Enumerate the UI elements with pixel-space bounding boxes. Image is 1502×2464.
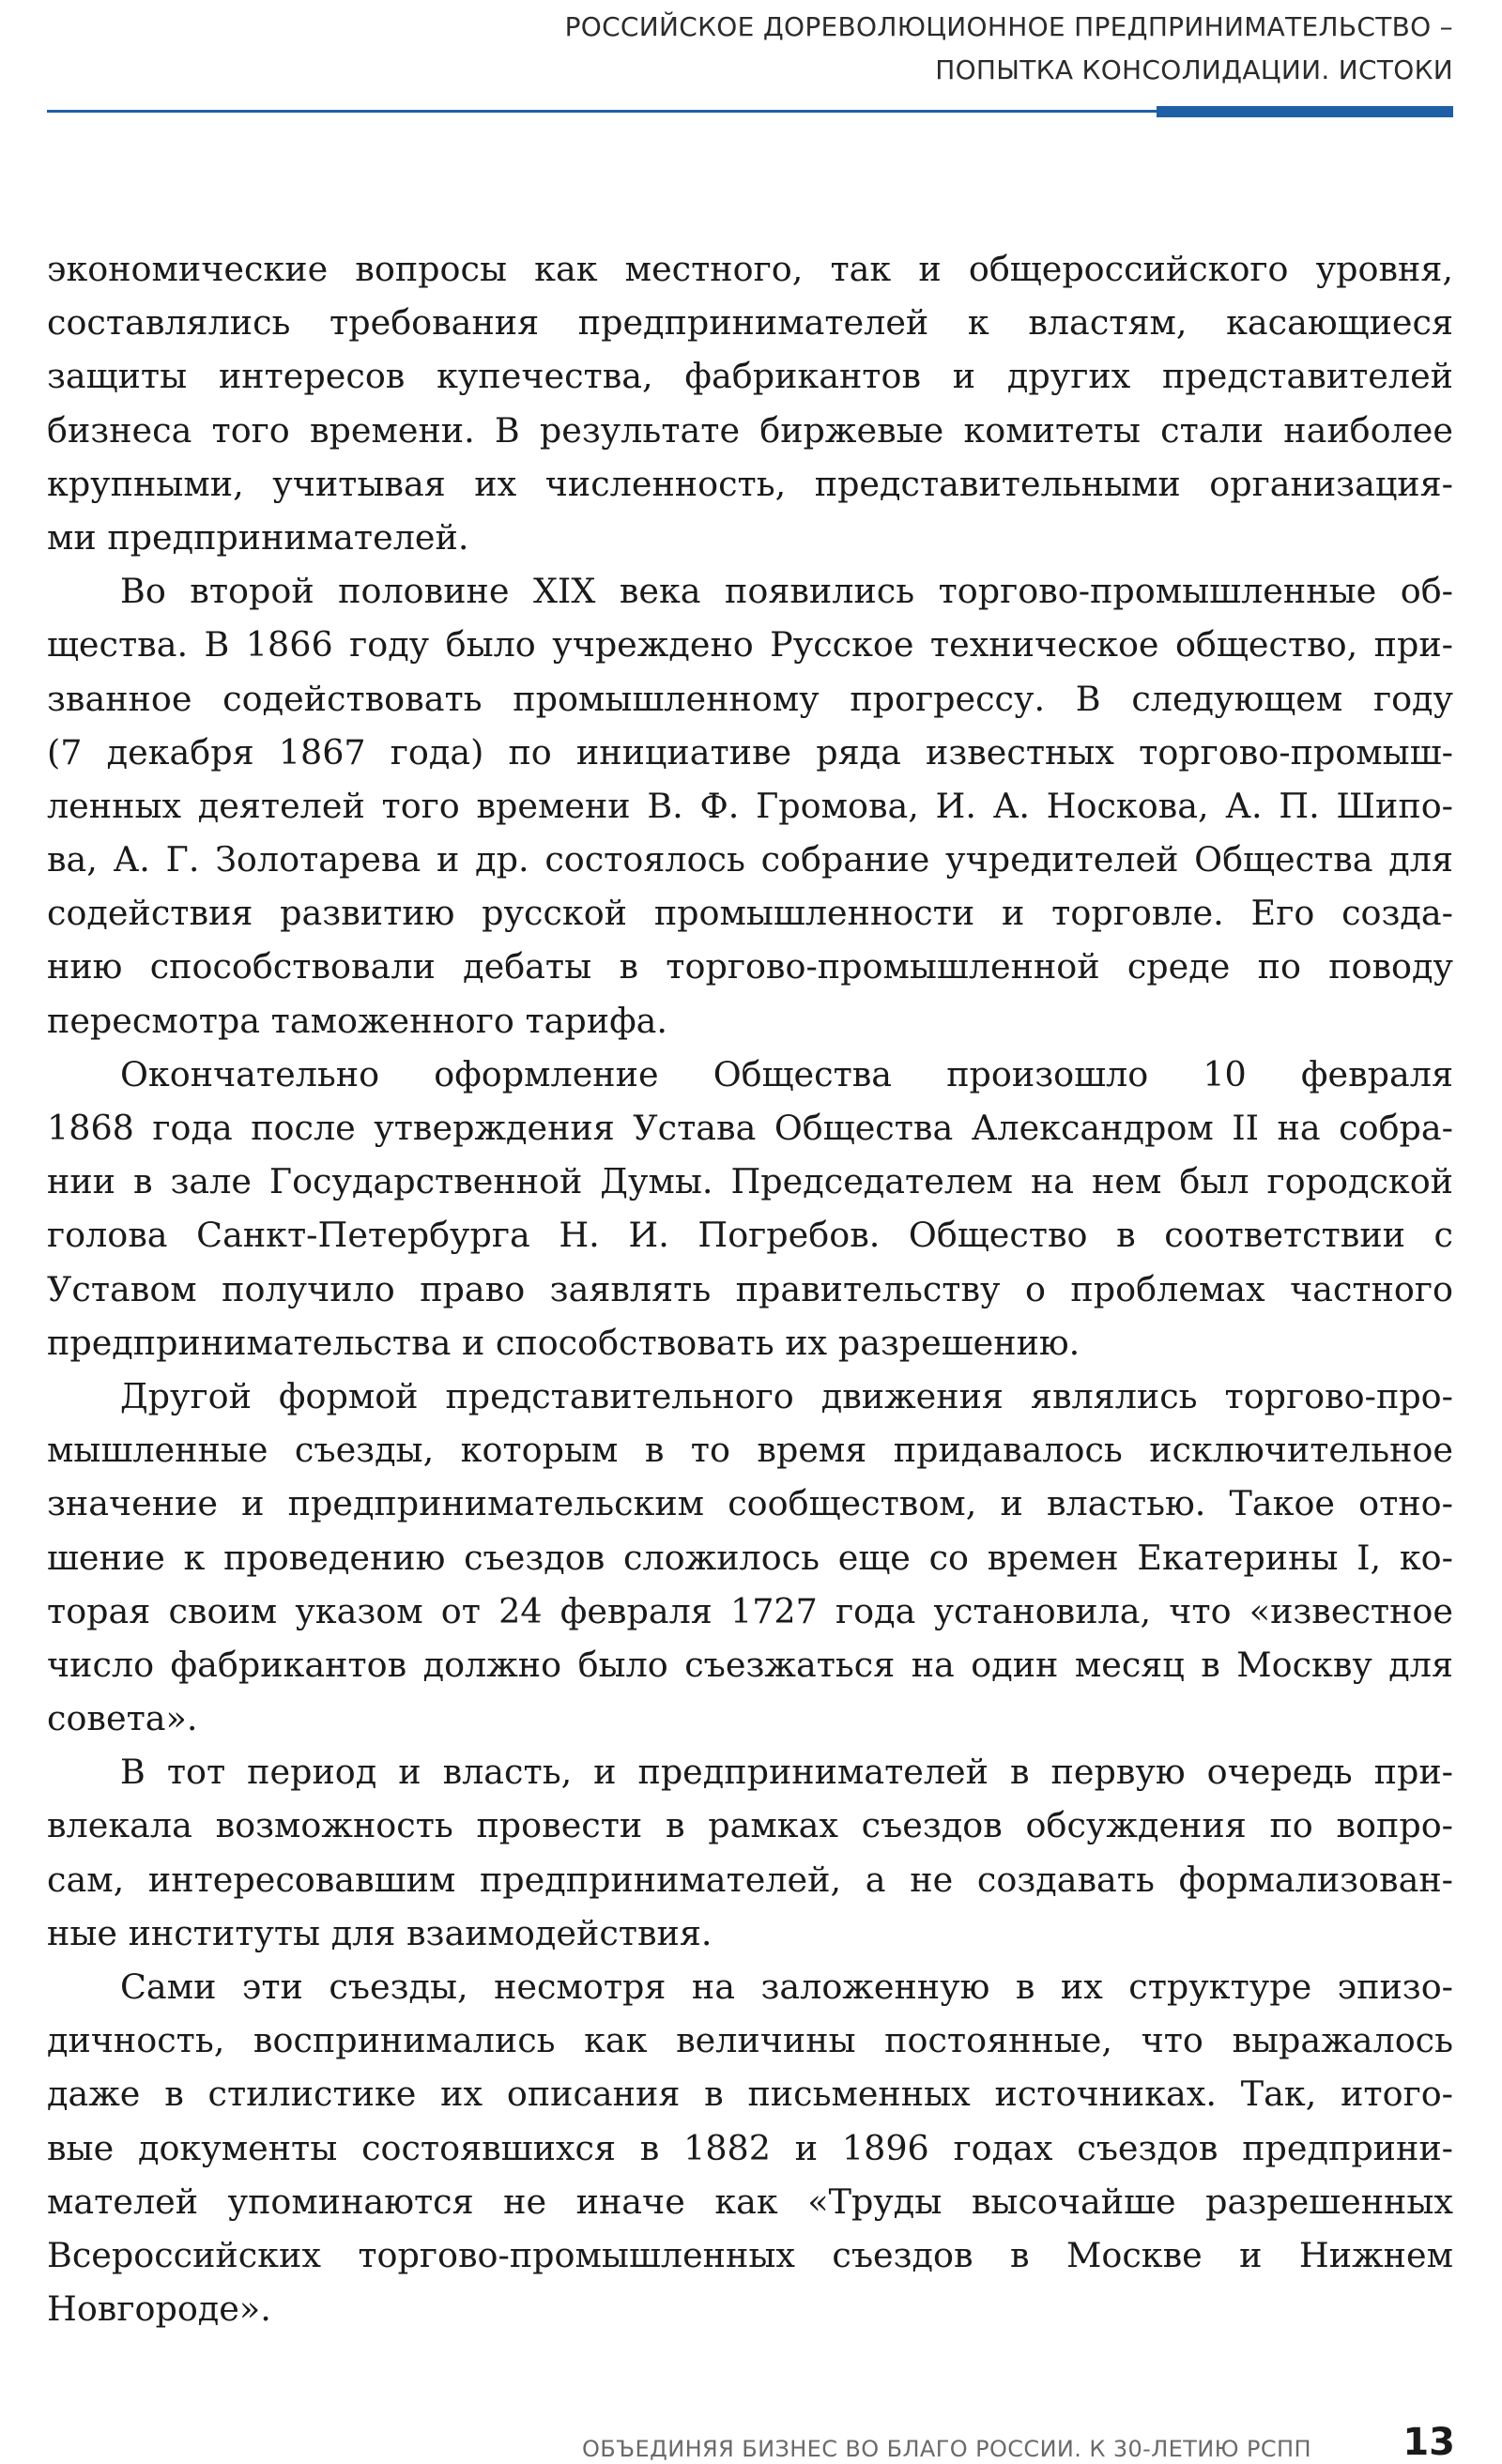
running-header-line-1: РОССИЙСКОЕ ДОРЕВОЛЮЦИОННОЕ ПРЕДПРИНИМАТЕЛЬСТВО – (564, 11, 1453, 42)
text-line: пересмотра таможенного тарифа. (47, 1000, 668, 1041)
text-line: число фабрикантов должно было съезжаться на один месяц в Москву для (47, 1644, 1453, 1685)
text-line: ва, А. Г. Золотарева и др. состоялось собрание учредителей Общества для (47, 839, 1453, 880)
text-line: ленных деятелей того времени В. Ф. Громова, И. А. Носкова, А. П. Шипо- (47, 785, 1453, 826)
text-line: мателей упоминаются не иначе как «Труды высочайше разрешенных (47, 2181, 1453, 2222)
text-line: дичность, воспринимались как величины постоянные, что выражалось (47, 2020, 1453, 2061)
header-rule-accent (1157, 106, 1453, 117)
text-line: ми предпринимателей. (47, 516, 469, 558)
text-line: содействия развитию русской промышленности и торговле. Его созда- (47, 893, 1453, 934)
text-line: совета». (47, 1698, 198, 1739)
body-text (47, 242, 1453, 2335)
text-line: крупными, учитывая их численность, представительными организация- (47, 463, 1453, 504)
text-line: званное содействовать промышленному прогрессу. В следующем году (47, 678, 1453, 719)
text-line: мышленные съезды, которым в то время придавалось исключительное (47, 1430, 1453, 1471)
text-line: нии в зале Государственной Думы. Председателем на нем был городской (47, 1161, 1453, 1202)
text-line: вые документы состоявшихся в 1882 и 1896 годах съездов предприни- (47, 2127, 1453, 2168)
text-line: Всероссийских торгово-промышленных съездов в Москве и Нижнем (47, 2234, 1453, 2275)
running-header-line-2: ПОПЫТКА КОНСОЛИДАЦИИ. ИСТОКИ (935, 54, 1453, 85)
text-line: влекала возможность провести в рамках съездов обсуждения по вопро- (47, 1805, 1453, 1846)
text-line: торая своим указом от 24 февраля 1727 года установила, что «известное (47, 1590, 1453, 1631)
text-line: сам, интересовавшим предпринимателей, а не создавать формализован- (47, 1859, 1453, 1900)
paragraph-start-line: Во второй половине XIX века появились торгово-промышленные об- (120, 571, 1453, 612)
text-line: нию способствовали дебаты в торгово-промышленной среде по поводу (47, 946, 1453, 987)
running-header (139, 6, 1453, 92)
text-line: (7 декабря 1867 года) по инициативе ряда известных торгово-промыш- (47, 731, 1453, 773)
page-number: 13 (1402, 2421, 1455, 2464)
running-footer-title: ОБЪЕДИНЯЯ БИЗНЕС ВО БЛАГО РОССИИ. К 30-ЛЕТИЮ РСПП (582, 2436, 1311, 2462)
text-line: даже в стилистике их описания в письменных источниках. Так, итого- (47, 2074, 1453, 2115)
paragraph-start-line: Окончательно оформление Общества произошло 10 февраля (120, 1053, 1453, 1094)
text-line: щества. В 1866 году было учреждено Русское техническое общество, при- (47, 624, 1453, 666)
text-line: предпринимательства и способствовать их разрешению. (47, 1322, 1081, 1363)
text-line: Уставом получило право заявлять правительству о проблемах частного (47, 1268, 1453, 1309)
paragraph-start-line: Сами эти съезды, несмотря на заложенную в их структуре эпизо- (120, 1967, 1453, 2007)
text-line: голова Санкт-Петербурга Н. И. Погребов. Общество в соответствии с (47, 1215, 1453, 1256)
paragraph-start-line: В тот период и власть, и предпринимателей в первую очередь при- (120, 1752, 1453, 1793)
text-line: ные институты для взаимодействия. (47, 1912, 713, 1953)
text-line: Новгороде». (47, 2288, 271, 2330)
text-line: составлялись требования предпринимателей к властям, касающиеся (47, 302, 1453, 344)
text-line: 1868 года после утверждения Устава Общества Александром II на собра- (47, 1108, 1453, 1148)
text-line: защиты интересов купечества, фабрикантов и других представителей (47, 356, 1453, 397)
text-line: шение к проведению съездов сложилось еще со времен Екатерины I, ко- (47, 1537, 1453, 1578)
text-line: бизнеса того времени. В результате биржевые комитеты стали наиболее (47, 409, 1453, 451)
paragraph-start-line: Другой формой представительного движения являлись торгово-про- (120, 1375, 1453, 1416)
text-line: экономические вопросы как местного, так и общероссийского уровня, (47, 249, 1453, 289)
text-line: значение и предпринимательским сообществом, и властью. Такое отно- (47, 1483, 1453, 1524)
